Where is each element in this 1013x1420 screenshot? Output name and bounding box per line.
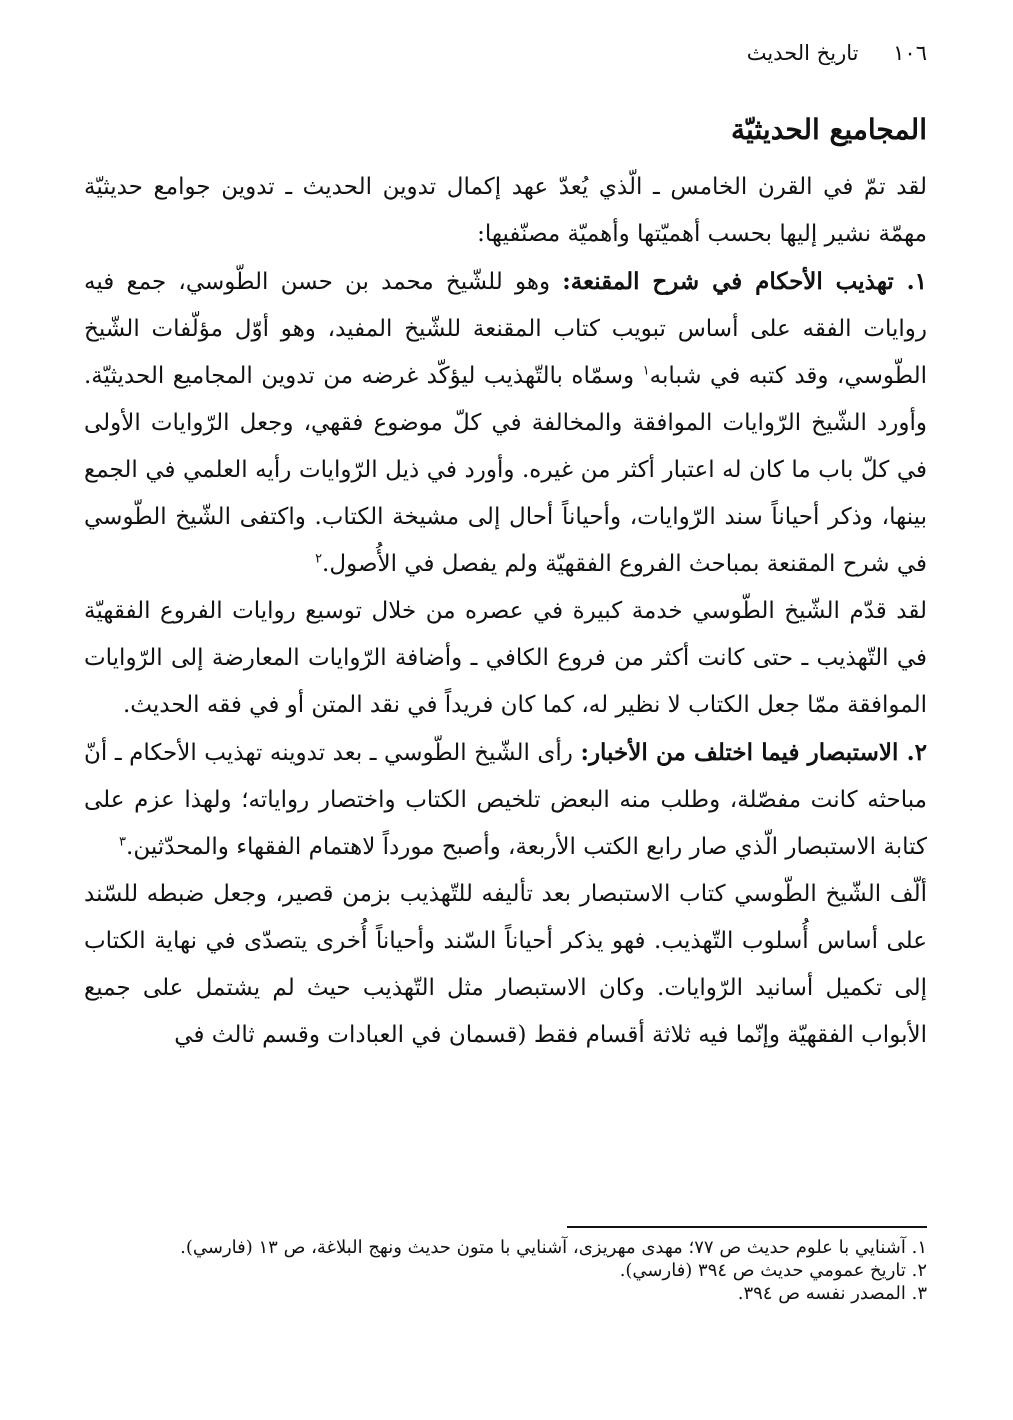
running-title: تاريخ الحديث bbox=[746, 41, 859, 65]
running-header bbox=[747, 38, 927, 68]
footnote-3: ٣. المصدر نفسه ص ٣٩٤. bbox=[737, 1283, 927, 1304]
section-title: المجاميع الحديثيّة bbox=[731, 113, 927, 146]
item1-paragraph bbox=[84, 258, 927, 588]
intro-paragraph: لقد تمّ في القرن الخامس ـ الّذي يُعدّ عهد إكمال تدوين الحديث ـ تدوين جوامع حديثيّة مهمّة نشير إليها بحسب أهميّتها وأهميّة مصنّفيها: bbox=[84, 174, 927, 247]
item1-heading: ١. تهذيب الأحكام في شرح المقنعة: bbox=[562, 268, 927, 295]
footnotes bbox=[84, 1236, 927, 1305]
footnote-2: ٢. تاريخ عمومي حديث ص ٣٩٤ (فارسي). bbox=[619, 1260, 927, 1281]
item1-text-b: وسمّاه بالتّهذيب ليؤكّد غرضه من تدوين المجاميع الحديثيّة. وأورد الشّيخ الرّوايات الموافقة والمخالفة في كلّ موضوع فقهي، وجعل الرّوايات الأولى في كلّ باب ما كان له اعتبار أكثر من غيره. وأورد في ذيل الرّوايات رأيه العلمي في الجمع بينها، وذكر أحياناً سند الرّوايات، وأحياناً أحال إلى مشيخة الكتاب. واكتفى الشّيخ الطّوسي في شرح المقنعة بمباحث الفروع الفقهيّة ولم يفصل في الأُصول. bbox=[84, 363, 927, 577]
footnote-ref-3: ٣ bbox=[119, 834, 127, 850]
footnote-divider bbox=[567, 1226, 927, 1228]
paragraph-2: لقد قدّم الشّيخ الطّوسي خدمة كبيرة في عصره من خلال توسيع روايات الفروع الفقهيّة في التّهذيب ـ حتى كانت أكثر من فروع الكافي ـ وأضافة الرّوايات المعارضة إلى الرّوايات الموافقة ممّا جعل الكتاب لا نظير له، كما كان فريداً في نقد المتن أو في فقه الحديث. bbox=[84, 598, 927, 718]
item2-heading: ٢. الاستبصار فيما اختلف من الأخبار: bbox=[580, 739, 927, 766]
item2-paragraph bbox=[84, 729, 927, 871]
paragraph-3: ألّف الشّيخ الطّوسي كتاب الاستبصار بعد تأليفه للتّهذيب بزمن قصير، وجعل ضبطه للسّند على أساس أُسلوب التّهذيب. فهو يذكر أحياناً السّند وأحياناً أُخرى يتصدّى في نهاية الكتاب إلى تكميل أسانيد الرّوايات. وكان الاستبصار مثل التّهذيب حيث لم يشتمل على جميع الأبواب الفقهيّة وإنّما فيه ثلاثة أقسام فقط (قسمان في العبادات وقسم ثالث في bbox=[84, 881, 927, 1048]
page-number: ١٠٦ bbox=[893, 41, 927, 65]
body-text bbox=[84, 164, 927, 1059]
item1-text-a: وهو للشّيخ محمد بن حسن الطّوسي، جمع فيه روايات الفقه على أساس تبويب كتاب المقنعة للشّيخ المفيد، وهو أوّل مؤلّفات الشّيخ الطّوسي، وقد كتبه في شبابه bbox=[84, 269, 927, 389]
footnote-1: ١. آشنايي با علوم حديث ص ٧٧؛ مهدى مهريزى، آشنايي با متون حديث ونهج البلاغة، ص ١٣ (فارسي). bbox=[180, 1237, 927, 1258]
item2-text: رأى الشّيخ الطّوسي ـ بعد تدوينه تهذيب الأحكام ـ أنّ مباحثه كانت مفصّلة، وطلب منه البعض تلخيص الكتاب واختصار رواياته؛ ولهذا عزم على كتابة الاستبصار الّذي صار رابع الكتب الأربعة، وأصبح مورداً لاهتمام الفقهاء والمحدّثين. bbox=[84, 740, 927, 860]
footnote-ref-1: ١ bbox=[642, 363, 650, 379]
footnote-ref-2: ٢ bbox=[315, 551, 323, 567]
